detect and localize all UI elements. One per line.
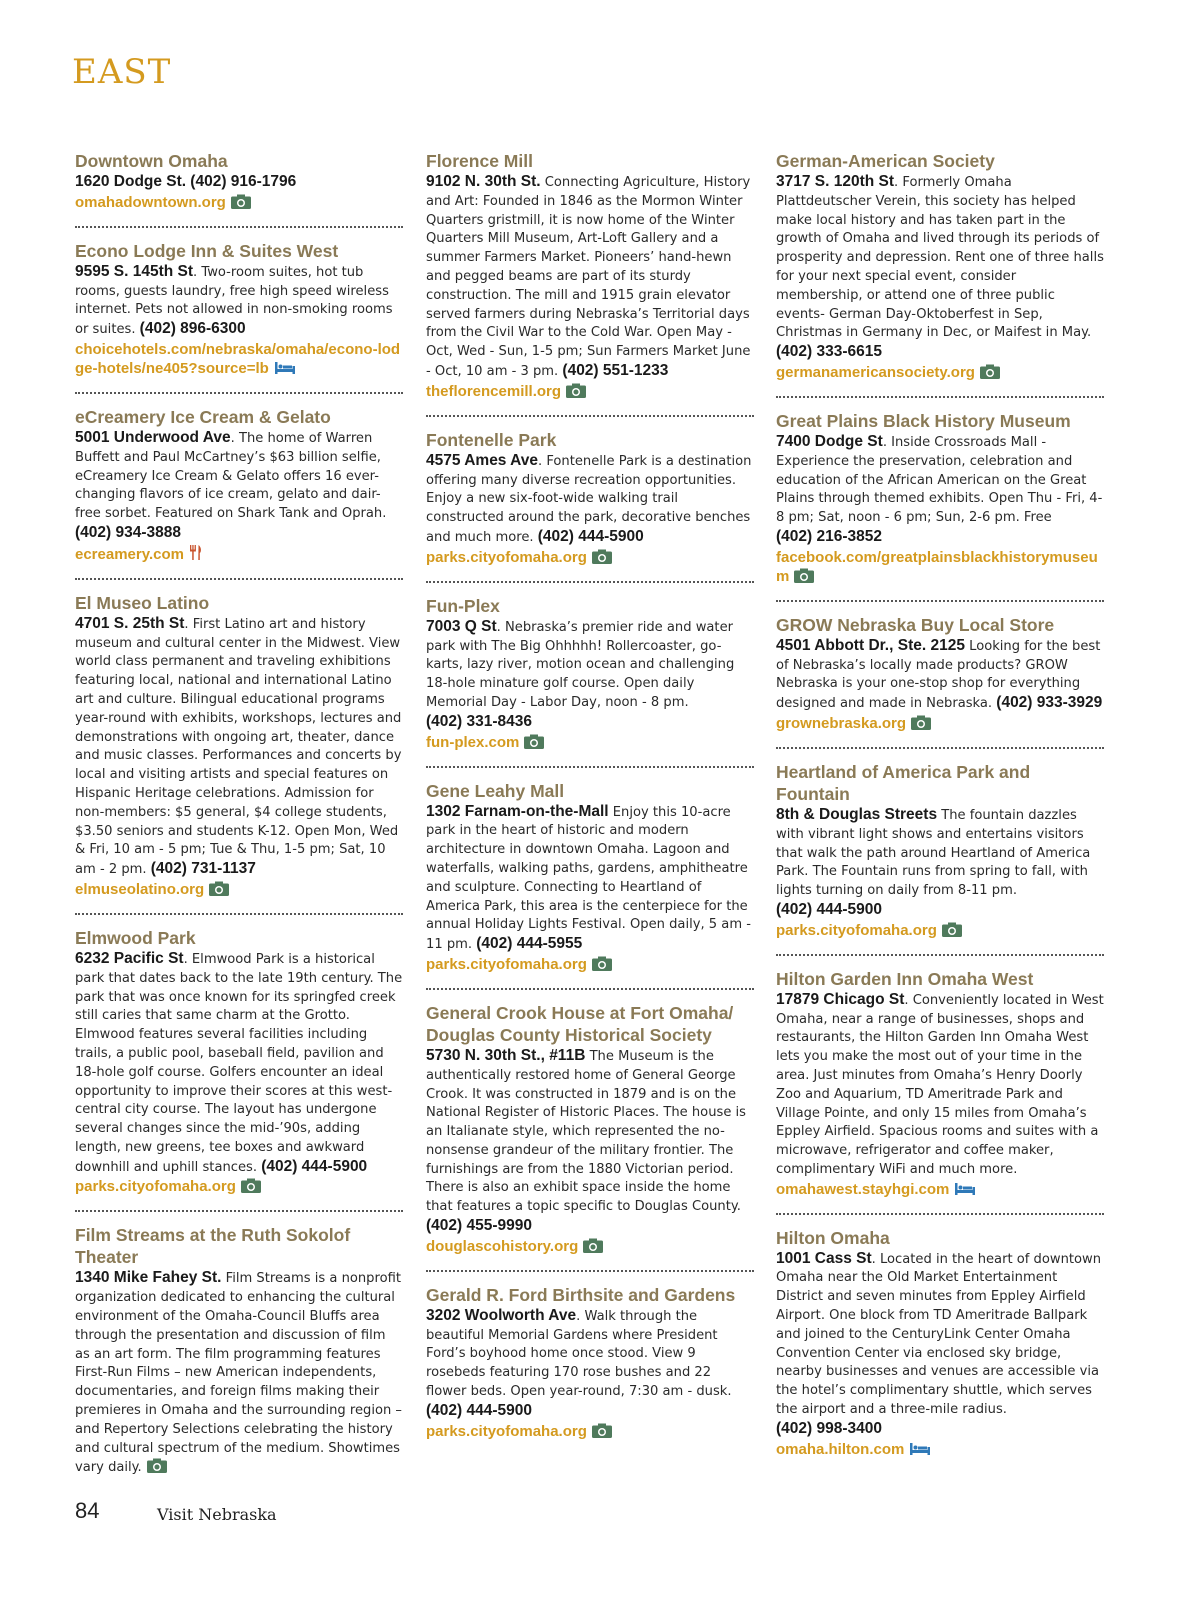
listing-phone: (402) 444-5900 xyxy=(537,527,644,545)
listing-address: 7003 Q St xyxy=(426,617,497,635)
listing-entry xyxy=(426,766,754,976)
listing-description: Film Streams is a nonprofit organization dedicated to enhancing the cultural environment of the Omaha-Council Bluffs area through the presentation and discussion of film as an art form. The film programming features First-Run Films – new American independents, documentaries, and foreign films making their premieres in Omaha and the surrounding region – and Repertory Selections celebrating the history and cultural spectrum of the medium. Showtimes vary daily. xyxy=(75,1271,402,1476)
listing-name: eCreamery Ice Cream & Gelato xyxy=(75,406,331,427)
listing-body xyxy=(776,637,1104,714)
listing-phone: (402) 444-5900 xyxy=(426,1401,532,1419)
listing-description: Connecting Agriculture, History and Art: Founded in 1846 as the Mormon Winter Quarters gristmill, it is now home of the Winter Quarters Mill Museum, Art-Loft Gallery and a summer Farmers Market. Pioneers’ hand-hewn and pegged beams are part of its sturdy construction. The mill and 1915 grain elevator served farmers during Nebraska’s Territorial days from the Civil War to the Cold War. Open May - Oct, Wed - Sun, 1-5 pm; Sun Farmers Market June - Oct, 10 am - 3 pm. xyxy=(426,175,751,379)
listing-url-line xyxy=(426,733,754,754)
listing-body xyxy=(426,618,754,733)
listing-body xyxy=(75,173,403,193)
camera-icon xyxy=(524,734,544,754)
listing-description: Walk through the beautiful Memorial Gardens where President Ford’s boyhood home once stood. View 9 rosebeds featuring 170 rose bushes and 22 flower beds. Open year-round, 7:30 am - dusk. xyxy=(426,1308,732,1400)
listing-address: 1340 Mike Fahey St. xyxy=(75,1269,222,1287)
listing-description: First Latino art and history museum and cultural center in the Midwest. View world class permanent and traveling exhibitions featuring local, national and international Latino art and culture. Bilingual educational programs year-round with exhibits, workshops, lectures and demonstrations with ongoing art, theater, dance and music classes. Performances and concerts by local and visiting artists and special features on Hispanic Heritage celebrations. Admission for non-members: $5 general, $4 college students, $3.50 seniors and students K-12. Open Mon, Wed & Fri, 10 am - 5 pm; Tue & Thu, 1-5 pm; Sat, 10 am - 2 pm. xyxy=(75,616,402,878)
page-number: 84 xyxy=(75,1498,100,1523)
listing-website-link[interactable]: facebook.com/greatplainsblackhistorymuseum xyxy=(776,548,1098,585)
listing-body xyxy=(426,452,754,548)
listing-url-line xyxy=(75,340,403,380)
listing-name: Fun-Plex xyxy=(426,595,500,616)
listing-website-link[interactable]: grownebraska.org xyxy=(776,714,907,732)
address-separator: . xyxy=(230,430,239,446)
listing-entry xyxy=(75,578,403,901)
listing-phone: (402) 444-5955 xyxy=(476,935,583,953)
listing-address: 6232 Pacific St xyxy=(75,949,184,967)
listing-website-link[interactable]: parks.cityofomaha.org xyxy=(426,955,587,973)
address-separator: . xyxy=(904,992,913,1008)
listing-website-link[interactable]: germanamericansociety.org xyxy=(776,363,975,381)
listing-body xyxy=(776,806,1104,921)
listing-phone: (402) 731-1137 xyxy=(150,860,256,878)
listing-address: 7400 Dodge St xyxy=(776,432,883,450)
listing-phone: (402) 444-5900 xyxy=(261,1157,368,1175)
listing-column xyxy=(75,150,403,1480)
bed-icon xyxy=(274,361,296,380)
listing-address: 4701 S. 25th St xyxy=(75,614,185,632)
listing-description: Enjoy this 10-acre park in the heart of historic and modern architecture in downtown Omaha. Lagoon and waterfalls, walking paths, gardens, amphitheatre and sculpture. Connecting to Heartland of America Park, this area is the centerpiece for the annual Holiday Lights Festival. Open daily, 5 am - 11 pm. xyxy=(426,804,751,953)
listing-url-line xyxy=(776,1180,1104,1201)
camera-icon xyxy=(209,881,229,901)
camera-icon xyxy=(566,383,586,403)
listing-description: Conveniently located in West Omaha, near a range of businesses, shops and restaurants, the Hilton Garden Inn Omaha West lets you make the most out of your time in the area. Just minutes from Omaha’s Henry Doorly Zoo and Aquarium, TD Ameritrade Park and Village Pointe, and only 15 miles from Omaha’s Eppley Airfield. Spacious rooms and suites with a microwave, refrigerator and coffee maker, complimentary WiFi and much more. xyxy=(776,992,1104,1177)
listing-description: Located in the heart of downtown Omaha near the Old Market Entertainment District and seven minutes from Eppley Airfield Airport. One block from TD Ameritrade Ballpark and joined to the CenturyLink Center Omaha Convention Center via enclosed sky bridge, nearby businesses and venues are accessible via the hotel’s complimentary shuttle, which serves the airport and a three-mile radius. xyxy=(776,1251,1102,1418)
listing-url-line xyxy=(776,1440,1104,1461)
address-separator: . xyxy=(183,951,192,967)
listing-description: Fontenelle Park is a destination offering many diverse recreation opportunities. Enjoy a new six-foot-wide walking trail constructed around the park, decorative benches and much more. xyxy=(426,453,752,545)
listing-name: Great Plains Black History Museum xyxy=(776,410,1071,431)
listing-address: 9102 N. 30th St. xyxy=(426,173,541,190)
listing-website-link[interactable]: omaha.hilton.com xyxy=(776,1440,905,1458)
camera-icon xyxy=(942,922,962,942)
listing-phone: (402) 216-3852 xyxy=(776,527,882,545)
listing-website-link[interactable]: fun-plex.com xyxy=(426,733,520,751)
listing-address: 1001 Cass St xyxy=(776,1249,872,1267)
section-title: EAST xyxy=(72,52,172,92)
listing-description: Looking for the best of Nebraska’s locally made products? GROW Nebraska is your one-stop shop for everything designed and made in Nebraska. xyxy=(776,638,1101,712)
listing-name: Downtown Omaha xyxy=(75,151,228,171)
listing-entry xyxy=(776,150,1104,384)
listing-description: The Museum is the authentically restored home of General George Crook. It was constructed in 1879 and is on the National Register of Historic Places. The house is an Italianate style, which represented the no-nonsense grandeur of the military frontier. The furnishings are from the 1880 Victorian period. There is also an exhibit space inside the home that features a topic specific to Douglas County. xyxy=(426,1048,746,1215)
camera-icon xyxy=(592,549,612,569)
listing-name: Gene Leahy Mall xyxy=(426,780,565,801)
listing-name: Gerald R. Ford Birthsite and Gardens xyxy=(426,1284,736,1305)
listing-website-link[interactable]: douglascohistory.org xyxy=(426,1237,579,1255)
listing-description: The home of Warren Buffett and Paul McCartney’s $63 billion selfie, eCreamery Ice Cream & Gelato offers 16 ever-changing flavors of ice cream, gelato and dair-free sorbet. Featured on Shark Tank and Oprah. xyxy=(75,430,387,522)
camera-icon xyxy=(231,194,251,214)
listing-phone: (402) 933-3929 xyxy=(996,694,1103,712)
listing-url-line xyxy=(776,363,1104,384)
listing-body xyxy=(776,433,1104,548)
listing-url-line xyxy=(426,548,754,569)
address-separator: . xyxy=(882,434,892,450)
listing-name: Hilton Omaha xyxy=(776,1227,890,1248)
bed-icon xyxy=(909,1442,931,1461)
listing-phone: (402) 551-1233 xyxy=(562,361,669,379)
listing-body xyxy=(426,1307,754,1422)
listing-body xyxy=(75,263,403,340)
listing-url-line xyxy=(426,1237,754,1258)
listing-body xyxy=(75,950,403,1178)
listing-column xyxy=(426,150,754,1443)
listing-address: 17879 Chicago St xyxy=(776,990,905,1008)
listing-entry xyxy=(75,392,403,566)
listing-address: 1302 Farnam-on-the-Mall xyxy=(426,802,609,820)
listing-website-link[interactable]: omahawest.stayhgi.com xyxy=(776,1180,950,1198)
listing-phone: (402) 333-6615 xyxy=(776,343,882,361)
publication-name: Visit Nebraska xyxy=(157,1505,277,1524)
listing-address: 4501 Abbott Dr., Ste. 2125 xyxy=(776,636,965,654)
listing-website-link[interactable]: ecreamery.com xyxy=(75,545,184,563)
listing-phone: (402) 455-9990 xyxy=(426,1217,532,1235)
listing-body xyxy=(75,615,403,880)
listing-entry xyxy=(776,396,1104,588)
address-separator: . xyxy=(184,616,193,632)
address-separator: . xyxy=(538,453,547,469)
listing-body xyxy=(776,1250,1104,1440)
listing-address: 3717 S. 120th St xyxy=(776,173,895,190)
listing-website-link[interactable]: parks.cityofomaha.org xyxy=(426,1422,587,1440)
camera-icon xyxy=(592,956,612,976)
listing-name: General Crook House at Fort Omaha/ Douglas County Historical Society xyxy=(426,1002,734,1045)
address-separator: . xyxy=(193,264,202,280)
bed-icon xyxy=(954,1182,976,1201)
listing-phone: (402) 934-3888 xyxy=(75,523,181,541)
listing-body xyxy=(776,991,1104,1180)
listing-body xyxy=(776,173,1104,363)
listing-entry xyxy=(426,581,754,754)
address-separator: . xyxy=(894,175,903,190)
listing-name: Florence Mill xyxy=(426,151,533,171)
listing-url-line xyxy=(776,921,1104,942)
listing-address: 9595 S. 145th St xyxy=(75,262,194,280)
camera-icon xyxy=(911,715,931,735)
listing-body xyxy=(426,803,754,955)
camera-icon xyxy=(592,1423,612,1443)
camera-icon xyxy=(583,1238,603,1258)
listing-address: 3202 Woolworth Ave xyxy=(426,1306,577,1324)
listing-body xyxy=(75,429,403,544)
camera-icon xyxy=(241,1178,261,1198)
listing-website-link[interactable]: elmuseolatino.org xyxy=(75,880,205,898)
listing-phone: (402) 331-8436 xyxy=(426,712,532,730)
listing-entry xyxy=(426,415,754,569)
listing-address: 5001 Underwood Ave xyxy=(75,428,231,446)
address-separator: . xyxy=(871,1251,880,1267)
listing-entry xyxy=(776,600,1104,735)
listing-description: Inside Crossroads Mall - Experience the preservation, celebration and education of the African American on the Great Plains through themed exhibits. Open Thu - Fri, 4-8 pm; Sat, noon - 6 pm; Sun, 2-6 pm. Free xyxy=(776,434,1103,526)
listing-website-link[interactable]: theflorencemill.org xyxy=(426,382,562,400)
listing-url-line xyxy=(75,1177,403,1198)
utensils-icon xyxy=(189,544,203,566)
listing-entry xyxy=(75,913,403,1199)
listing-body xyxy=(426,173,754,382)
listing-name: Elmwood Park xyxy=(75,927,196,948)
listing-url-line xyxy=(776,714,1104,735)
listing-entry xyxy=(426,150,754,403)
listing-body xyxy=(75,1269,403,1480)
listing-website-link[interactable]: parks.cityofomaha.org xyxy=(426,548,587,566)
listing-address: 8th & Douglas Streets xyxy=(776,805,938,823)
listing-column xyxy=(776,150,1104,1461)
listing-phone: (402) 998-3400 xyxy=(776,1419,882,1437)
listing-name: GROW Nebraska Buy Local Store xyxy=(776,614,1055,635)
listing-phone: (402) 896-6300 xyxy=(139,320,246,338)
listing-address: 4575 Ames Ave xyxy=(426,451,539,469)
listing-website-link[interactable]: omahadowntown.org xyxy=(75,193,226,211)
listing-website-link[interactable]: parks.cityofomaha.org xyxy=(776,921,937,939)
listing-url-line xyxy=(776,548,1104,588)
listing-address: 5730 N. 30th St., #11B xyxy=(426,1046,586,1064)
listing-entry xyxy=(75,226,403,380)
listing-website-link[interactable]: parks.cityofomaha.org xyxy=(75,1178,236,1196)
listing-website-link[interactable]: choicehotels.com/nebraska/omaha/econo-lodge-hotels/ne405?source=lb xyxy=(75,340,401,377)
listing-description: Elmwood Park is a historical park that dates back to the late 19th century. The park that was once known for its springfed creek still caries that same charm at the Grotto. Elmwood features several facilities including trails, a public pool, baseball field, pavilion and 18-hole golf course. Golfers encounter an ideal opportunity to improve their scores at this west-central city course. The layout has undergone several changes since the mid-’90s, adding length, new greens, tee boxes and awkward downhill and uphill stances. xyxy=(75,951,403,1175)
listing-body xyxy=(426,1047,754,1237)
listing-url-line xyxy=(426,382,754,403)
listing-name: Film Streams at the Ruth Sokolof Theater xyxy=(75,1225,351,1268)
listing-description: Nebraska’s premier ride and water park with The Big Ohhhhh! Rollercoaster, go-karts, lazy river, motion ocean and challenging 18-hole minature golf course. Open daily Memorial Day - Labor Day, noon - 8 pm. xyxy=(426,619,735,710)
listing-url-line xyxy=(75,544,403,566)
listing-name: Fontenelle Park xyxy=(426,429,557,450)
listing-url-line xyxy=(426,1422,754,1443)
listing-entry xyxy=(776,1213,1104,1461)
listing-description: The fountain dazzles with vibrant light shows and entertains visitors that walk the path around Heartland of America Park. The Fountain runs from spring to fall, with lights turning on daily from 8-11 pm. xyxy=(776,807,1091,899)
listing-entry xyxy=(776,747,1104,942)
listing-entry xyxy=(426,988,754,1258)
camera-icon xyxy=(147,1458,167,1480)
camera-icon xyxy=(980,364,1000,384)
listing-description: Formerly Omaha Plattdeutscher Verein, this society has helped make local history and has taken part in the growth of Omaha and lived through its periods of prosperity and depression. Rent one of three halls for your next special event, consider membership, or attend one of three public events- German Day-Oktoberfest in Sep, Christmas in Germany in Dec, or Maifest in May. xyxy=(776,175,1104,341)
address-separator: . xyxy=(496,619,505,635)
listing-name: El Museo Latino xyxy=(75,592,210,613)
listing-entry xyxy=(75,1210,403,1480)
address-separator: . xyxy=(576,1308,585,1324)
listing-entry xyxy=(426,1270,754,1443)
listing-description: Two-room suites, hot tub rooms, guests laundry, free high speed wireless internet. Pets not allowed in non-smoking rooms or suites. xyxy=(75,264,393,338)
listing-url-line xyxy=(426,955,754,976)
listing-name: Hilton Garden Inn Omaha West xyxy=(776,968,1034,989)
listing-address: 1620 Dodge St. xyxy=(75,173,187,190)
listing-phone: (402) 444-5900 xyxy=(776,900,882,918)
listing-url-line xyxy=(75,193,403,214)
listing-url-line xyxy=(75,880,403,901)
listing-phone: (402) 916-1796 xyxy=(190,173,297,190)
listing-name: German-American Society xyxy=(776,151,995,171)
listing-name: Heartland of America Park and Fountain xyxy=(776,761,1031,804)
listing-entry xyxy=(75,150,403,214)
listing-name: Econo Lodge Inn & Suites West xyxy=(75,240,339,261)
listing-entry xyxy=(776,954,1104,1201)
camera-icon xyxy=(794,568,814,588)
